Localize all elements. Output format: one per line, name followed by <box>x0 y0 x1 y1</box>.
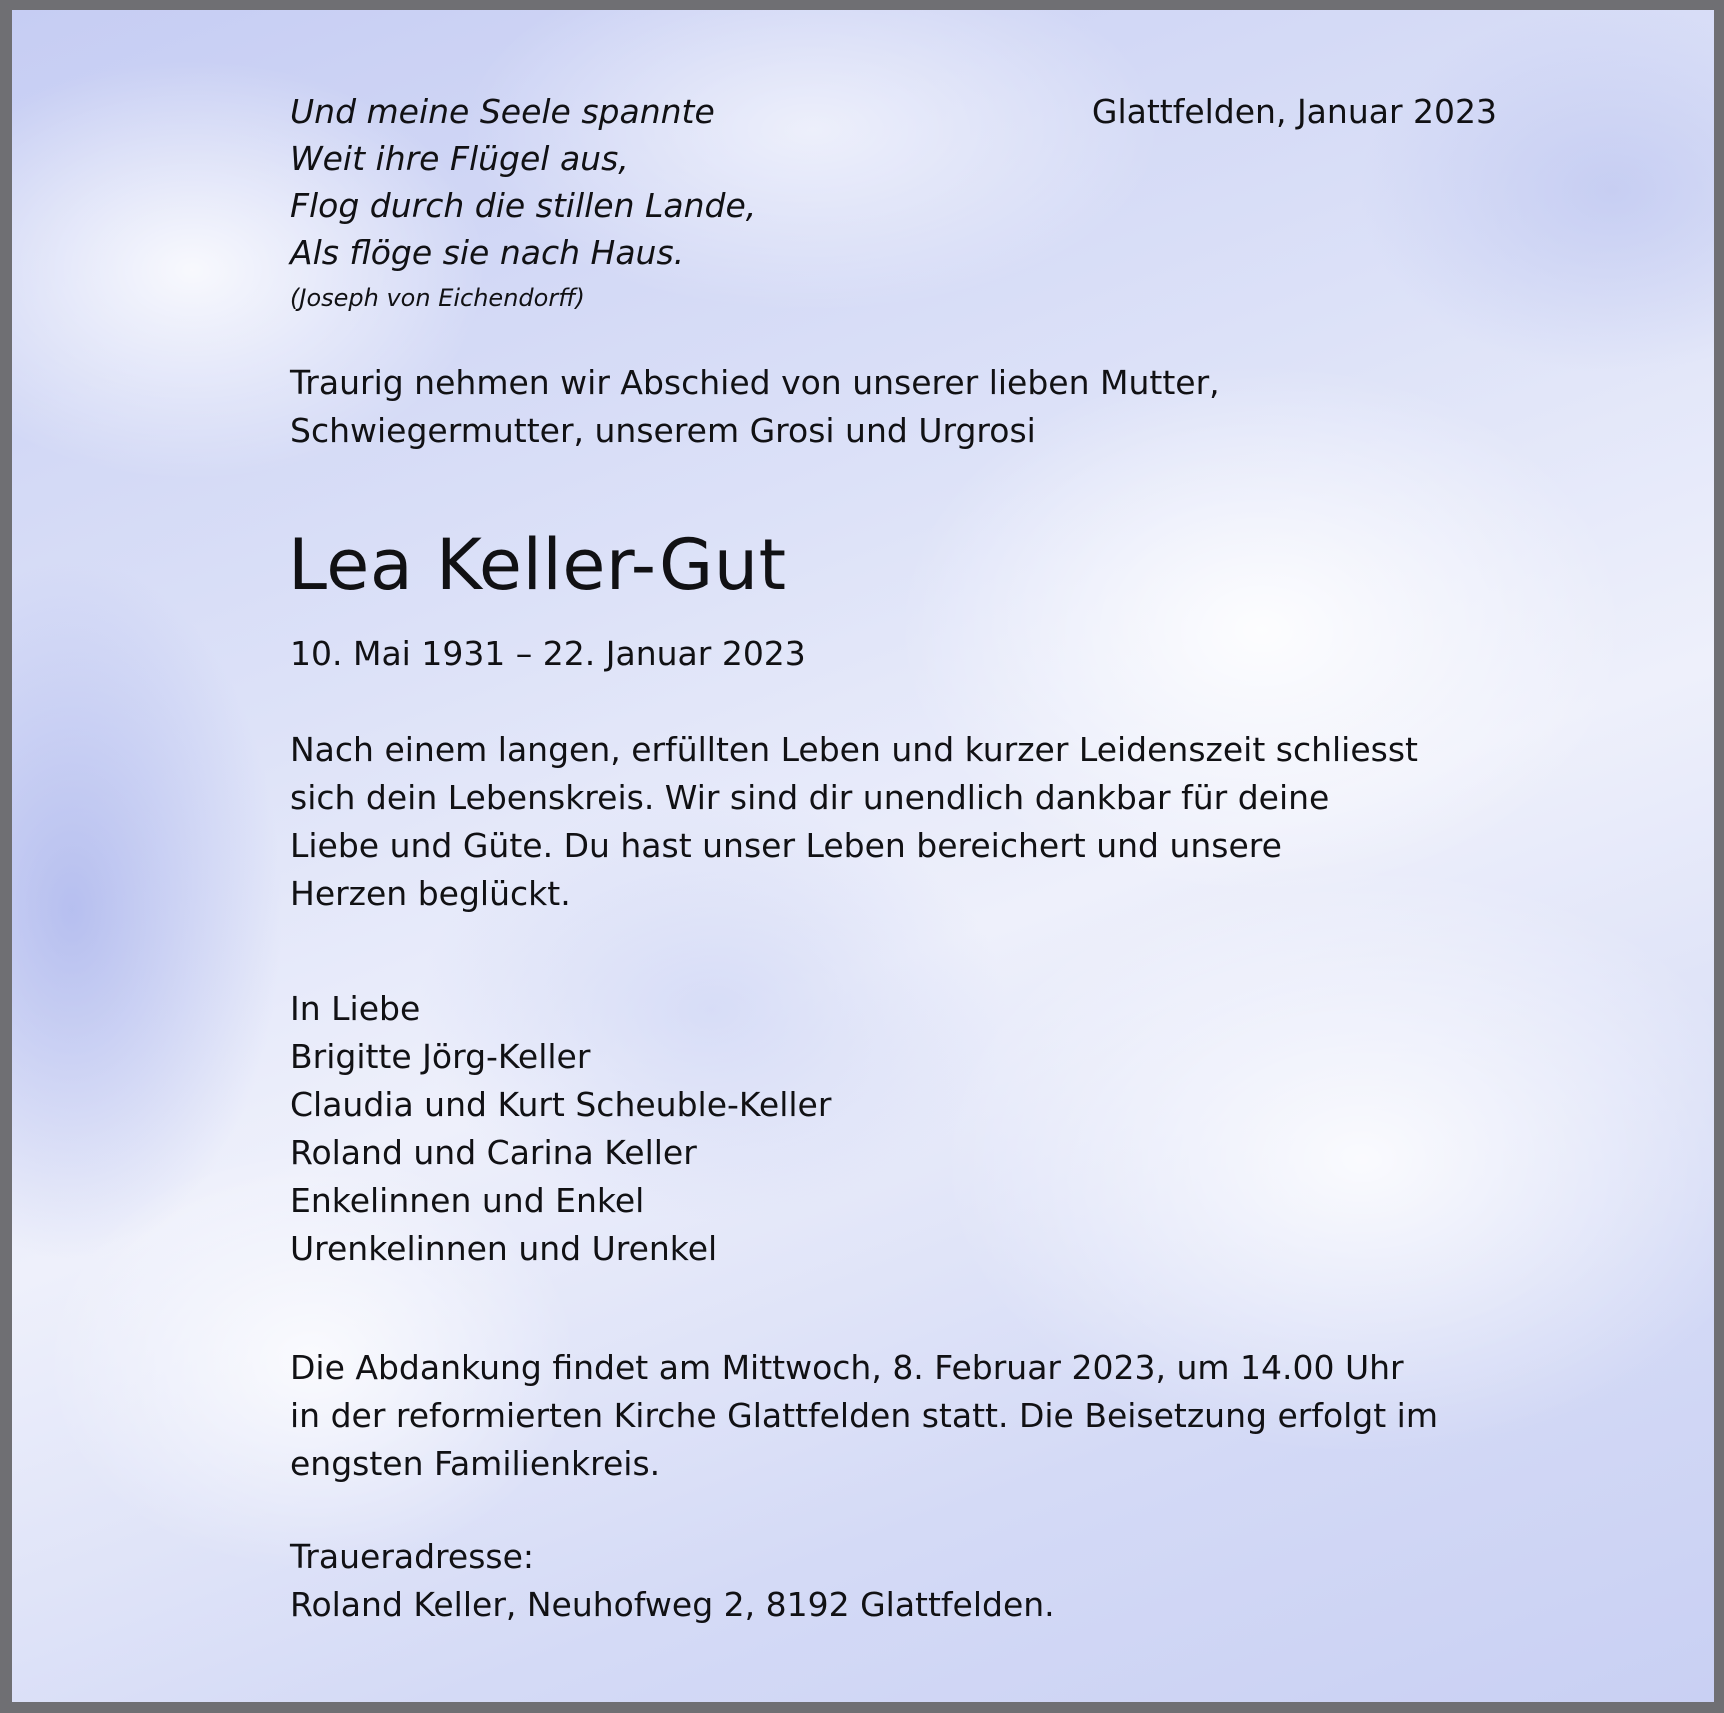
mourner-line: Roland und Carina Keller <box>290 1133 697 1172</box>
intro-line: Traurig nehmen wir Abschied von unserer lieben Mutter, <box>290 363 1220 402</box>
mourner-line: In Liebe <box>290 989 421 1028</box>
place-and-date: Glattfelden, Januar 2023 <box>1091 92 1497 131</box>
farewell-line: Nach einem langen, erfüllten Leben und kurzer Leidenszeit schliesst <box>290 730 1418 769</box>
farewell-line: Herzen beglückt. <box>290 874 571 913</box>
life-dates: 10. Mai 1931 – 22. Januar 2023 <box>290 634 806 673</box>
mourner-line: Urenkelinnen und Urenkel <box>290 1229 718 1268</box>
poem <box>290 88 756 316</box>
poem-author: (Joseph von Eichendorff) <box>290 284 585 312</box>
mourner-line: Claudia und Kurt Scheuble-Keller <box>290 1085 832 1124</box>
address-value: Roland Keller, Neuhofweg 2, 8192 Glattfelden. <box>290 1585 1055 1624</box>
service-line: in der reformierten Kirche Glattfelden statt. Die Beisetzung erfolgt im <box>290 1396 1438 1435</box>
farewell-line: sich dein Lebenskreis. Wir sind dir unendlich dankbar für deine <box>290 778 1330 817</box>
poem-line: Flog durch die stillen Lande, <box>290 186 757 225</box>
poem-line: Als flöge sie nach Haus. <box>290 233 685 272</box>
mourner-line: Enkelinnen und Enkel <box>290 1181 645 1220</box>
mourner-line: Brigitte Jörg-Keller <box>290 1037 591 1076</box>
service-line: Die Abdankung findet am Mittwoch, 8. Februar 2023, um 14.00 Uhr <box>290 1348 1404 1387</box>
deceased-name: Lea Keller-Gut <box>288 524 787 606</box>
intro-text <box>290 359 1220 455</box>
farewell-text <box>290 726 1418 918</box>
address-label: Traueradresse: <box>290 1537 535 1576</box>
obituary-notice <box>12 10 1714 1702</box>
poem-line: Weit ihre Flügel aus, <box>290 139 629 178</box>
service-info <box>290 1344 1438 1488</box>
poem-line: Und meine Seele spannte <box>290 92 715 131</box>
mourning-address <box>290 1533 1055 1629</box>
intro-line: Schwiegermutter, unserem Grosi und Urgrosi <box>290 411 1036 450</box>
mourners-list <box>290 985 831 1273</box>
service-line: engsten Familienkreis. <box>290 1444 661 1483</box>
farewell-line: Liebe und Güte. Du hast unser Leben bereichert und unsere <box>290 826 1282 865</box>
